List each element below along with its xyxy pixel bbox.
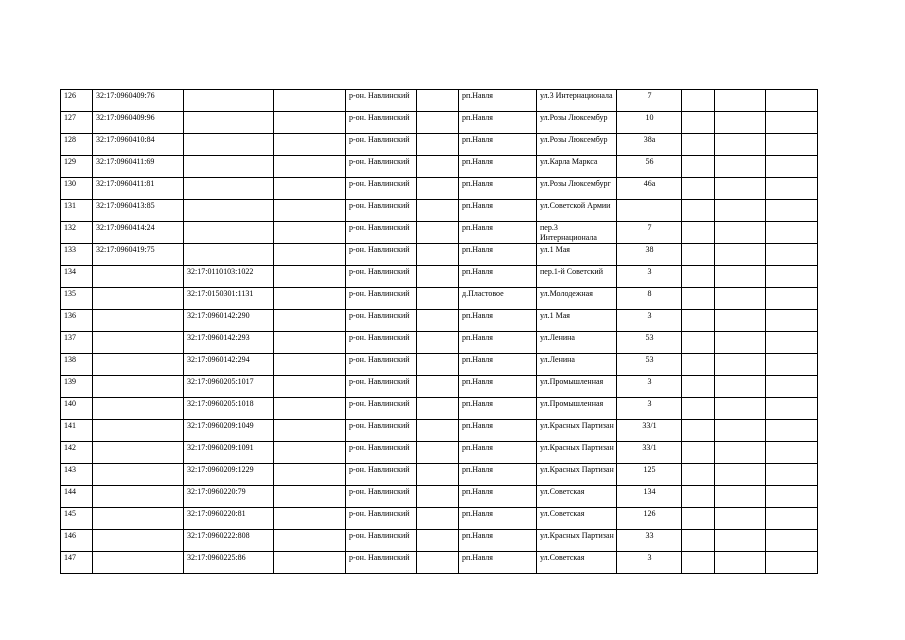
empty-cell xyxy=(682,156,715,178)
table-row xyxy=(61,112,818,134)
street-cell: ул.Розы Люксембур xyxy=(537,112,617,134)
empty-cell xyxy=(766,310,818,332)
empty-cell xyxy=(417,156,459,178)
table-row xyxy=(61,442,818,464)
cadastral-number-alt-cell: 32:17:0960142:294 xyxy=(184,354,274,376)
cadastral-number-cell: 32:17:0960409:76 xyxy=(93,90,184,112)
empty-cell xyxy=(274,310,346,332)
house-number-cell: 56 xyxy=(617,156,682,178)
empty-cell xyxy=(766,200,818,222)
empty-cell xyxy=(766,134,818,156)
table-row xyxy=(61,90,818,112)
empty-cell xyxy=(417,530,459,552)
empty-cell xyxy=(715,442,766,464)
settlement-cell: рп.Навля xyxy=(459,90,537,112)
district-cell: р-он. Навлинский xyxy=(346,178,417,200)
table-body xyxy=(61,90,818,574)
table-row xyxy=(61,156,818,178)
table-row xyxy=(61,354,818,376)
settlement-cell: рп.Навля xyxy=(459,530,537,552)
cadastral-number-cell: 32:17:0960409:96 xyxy=(93,112,184,134)
table-row xyxy=(61,530,818,552)
empty-cell xyxy=(766,332,818,354)
register-table xyxy=(60,89,818,574)
street-cell: ул.Промышленная xyxy=(537,376,617,398)
empty-cell xyxy=(715,266,766,288)
empty-cell xyxy=(715,530,766,552)
empty-cell xyxy=(682,464,715,486)
street-cell: ул.Красных Партизан xyxy=(537,464,617,486)
empty-cell xyxy=(715,420,766,442)
row-number-cell: 130 xyxy=(61,178,93,200)
empty-cell xyxy=(274,420,346,442)
house-number-cell: 3 xyxy=(617,552,682,574)
cadastral-number-alt-cell xyxy=(184,222,274,244)
row-number-cell: 145 xyxy=(61,508,93,530)
empty-cell xyxy=(417,354,459,376)
cadastral-number-cell: 32:17:0960411:69 xyxy=(93,156,184,178)
empty-cell xyxy=(417,178,459,200)
district-cell: р-он. Навлинский xyxy=(346,464,417,486)
empty-cell xyxy=(682,112,715,134)
house-number-cell: 33/1 xyxy=(617,420,682,442)
settlement-cell: рп.Навля xyxy=(459,376,537,398)
empty-cell xyxy=(682,552,715,574)
empty-cell xyxy=(766,530,818,552)
house-number-cell: 38 xyxy=(617,244,682,266)
row-number-cell: 142 xyxy=(61,442,93,464)
empty-cell xyxy=(715,354,766,376)
row-number-cell: 138 xyxy=(61,354,93,376)
table-row xyxy=(61,486,818,508)
district-cell: р-он. Навлинский xyxy=(346,200,417,222)
cadastral-number-alt-cell: 32:17:0960209:1229 xyxy=(184,464,274,486)
table-row xyxy=(61,398,818,420)
settlement-cell: рп.Навля xyxy=(459,464,537,486)
street-cell: ул.Красных Партизан xyxy=(537,530,617,552)
cadastral-number-cell xyxy=(93,310,184,332)
empty-cell xyxy=(766,464,818,486)
row-number-cell: 143 xyxy=(61,464,93,486)
table-row xyxy=(61,508,818,530)
cadastral-number-alt-cell xyxy=(184,134,274,156)
district-cell: р-он. Навлинский xyxy=(346,552,417,574)
empty-cell xyxy=(417,266,459,288)
empty-cell xyxy=(274,90,346,112)
empty-cell xyxy=(715,90,766,112)
cadastral-number-cell: 32:17:0960419:75 xyxy=(93,244,184,266)
row-number-cell: 129 xyxy=(61,156,93,178)
district-cell: р-он. Навлинский xyxy=(346,310,417,332)
row-number-cell: 141 xyxy=(61,420,93,442)
empty-cell xyxy=(682,398,715,420)
cadastral-number-alt-cell xyxy=(184,156,274,178)
district-cell: р-он. Навлинский xyxy=(346,90,417,112)
settlement-cell: рп.Навля xyxy=(459,200,537,222)
settlement-cell: рп.Навля xyxy=(459,112,537,134)
empty-cell xyxy=(682,508,715,530)
empty-cell xyxy=(274,156,346,178)
empty-cell xyxy=(274,354,346,376)
cadastral-number-alt-cell xyxy=(184,90,274,112)
empty-cell xyxy=(274,288,346,310)
settlement-cell: рп.Навля xyxy=(459,244,537,266)
empty-cell xyxy=(715,332,766,354)
empty-cell xyxy=(274,112,346,134)
empty-cell xyxy=(682,200,715,222)
cadastral-number-cell xyxy=(93,332,184,354)
empty-cell xyxy=(715,508,766,530)
cadastral-number-alt-cell xyxy=(184,178,274,200)
house-number-cell: 53 xyxy=(617,332,682,354)
cadastral-number-cell xyxy=(93,398,184,420)
house-number-cell: 38а xyxy=(617,134,682,156)
table-row xyxy=(61,178,818,200)
empty-cell xyxy=(766,288,818,310)
empty-cell xyxy=(417,90,459,112)
empty-cell xyxy=(715,244,766,266)
empty-cell xyxy=(715,288,766,310)
cadastral-number-alt-cell: 32:17:0960209:1049 xyxy=(184,420,274,442)
cadastral-number-alt-cell: 32:17:0960220:79 xyxy=(184,486,274,508)
house-number-cell: 46а xyxy=(617,178,682,200)
street-cell: ул.Молодежная xyxy=(537,288,617,310)
settlement-cell: рп.Навля xyxy=(459,442,537,464)
street-cell: ул.Советской Армии xyxy=(537,200,617,222)
street-cell: ул.1 Мая xyxy=(537,310,617,332)
empty-cell xyxy=(682,332,715,354)
table-row xyxy=(61,134,818,156)
empty-cell xyxy=(766,266,818,288)
row-number-cell: 128 xyxy=(61,134,93,156)
cadastral-number-alt-cell: 32:17:0150301:1131 xyxy=(184,288,274,310)
empty-cell xyxy=(766,222,818,244)
street-cell: ул.1 Мая xyxy=(537,244,617,266)
street-cell: ул.Промышленная xyxy=(537,398,617,420)
cadastral-number-alt-cell: 32:17:0960225:86 xyxy=(184,552,274,574)
row-number-cell: 131 xyxy=(61,200,93,222)
cadastral-number-cell: 32:17:0960414:24 xyxy=(93,222,184,244)
street-cell: ул.3 Интернационала xyxy=(537,90,617,112)
street-cell: ул.Красных Партизан xyxy=(537,420,617,442)
empty-cell xyxy=(715,178,766,200)
district-cell: р-он. Навлинский xyxy=(346,508,417,530)
settlement-cell: рп.Навля xyxy=(459,222,537,244)
house-number-cell: 134 xyxy=(617,486,682,508)
empty-cell xyxy=(417,310,459,332)
empty-cell xyxy=(417,332,459,354)
table-row xyxy=(61,266,818,288)
street-cell: ул.Советская xyxy=(537,552,617,574)
empty-cell xyxy=(417,464,459,486)
cadastral-number-cell xyxy=(93,508,184,530)
cadastral-number-cell xyxy=(93,552,184,574)
district-cell: р-он. Навлинский xyxy=(346,112,417,134)
empty-cell xyxy=(715,222,766,244)
empty-cell xyxy=(766,486,818,508)
row-number-cell: 136 xyxy=(61,310,93,332)
empty-cell xyxy=(766,420,818,442)
street-cell: ул.Советская xyxy=(537,486,617,508)
empty-cell xyxy=(274,332,346,354)
empty-cell xyxy=(682,90,715,112)
empty-cell xyxy=(715,200,766,222)
district-cell: р-он. Навлинский xyxy=(346,376,417,398)
settlement-cell: рп.Навля xyxy=(459,156,537,178)
street-cell: ул.Красных Партизан xyxy=(537,442,617,464)
settlement-cell: рп.Навля xyxy=(459,134,537,156)
empty-cell xyxy=(715,310,766,332)
empty-cell xyxy=(274,552,346,574)
empty-cell xyxy=(417,222,459,244)
cadastral-number-alt-cell: 32:17:0960205:1018 xyxy=(184,398,274,420)
empty-cell xyxy=(715,134,766,156)
house-number-cell: 33/1 xyxy=(617,442,682,464)
empty-cell xyxy=(417,442,459,464)
empty-cell xyxy=(682,486,715,508)
empty-cell xyxy=(715,464,766,486)
house-number-cell: 126 xyxy=(617,508,682,530)
table-row xyxy=(61,310,818,332)
cadastral-number-cell xyxy=(93,486,184,508)
row-number-cell: 146 xyxy=(61,530,93,552)
row-number-cell: 139 xyxy=(61,376,93,398)
cadastral-number-alt-cell: 32:17:0960205:1017 xyxy=(184,376,274,398)
house-number-cell: 33 xyxy=(617,530,682,552)
cadastral-number-cell xyxy=(93,420,184,442)
empty-cell xyxy=(715,156,766,178)
settlement-cell: рп.Навля xyxy=(459,398,537,420)
house-number-cell: 7 xyxy=(617,90,682,112)
empty-cell xyxy=(766,508,818,530)
table-row xyxy=(61,200,818,222)
cadastral-number-alt-cell: 32:17:0110103:1022 xyxy=(184,266,274,288)
settlement-cell: рп.Навля xyxy=(459,508,537,530)
empty-cell xyxy=(682,420,715,442)
house-number-cell: 7 xyxy=(617,222,682,244)
settlement-cell: рп.Навля xyxy=(459,178,537,200)
cadastral-number-cell xyxy=(93,376,184,398)
cadastral-number-cell xyxy=(93,464,184,486)
empty-cell xyxy=(417,508,459,530)
house-number-cell: 8 xyxy=(617,288,682,310)
street-cell: ул.Карла Маркса xyxy=(537,156,617,178)
district-cell: р-он. Навлинский xyxy=(346,134,417,156)
cadastral-number-cell xyxy=(93,266,184,288)
row-number-cell: 137 xyxy=(61,332,93,354)
cadastral-number-alt-cell xyxy=(184,112,274,134)
house-number-cell: 3 xyxy=(617,376,682,398)
cadastral-number-cell xyxy=(93,442,184,464)
cadastral-number-cell: 32:17:0960410:84 xyxy=(93,134,184,156)
district-cell: р-он. Навлинский xyxy=(346,332,417,354)
empty-cell xyxy=(715,398,766,420)
empty-cell xyxy=(274,134,346,156)
street-cell: ул.Розы Люксембург xyxy=(537,178,617,200)
district-cell: р-он. Навлинский xyxy=(346,266,417,288)
house-number-cell: 3 xyxy=(617,310,682,332)
empty-cell xyxy=(682,376,715,398)
empty-cell xyxy=(715,486,766,508)
empty-cell xyxy=(417,200,459,222)
empty-cell xyxy=(682,310,715,332)
row-number-cell: 134 xyxy=(61,266,93,288)
empty-cell xyxy=(766,354,818,376)
cadastral-number-alt-cell: 32:17:0960142:293 xyxy=(184,332,274,354)
empty-cell xyxy=(417,112,459,134)
empty-cell xyxy=(274,442,346,464)
empty-cell xyxy=(682,222,715,244)
empty-cell xyxy=(274,376,346,398)
empty-cell xyxy=(682,442,715,464)
district-cell: р-он. Навлинский xyxy=(346,244,417,266)
empty-cell xyxy=(682,354,715,376)
cadastral-number-alt-cell: 32:17:0960220:81 xyxy=(184,508,274,530)
row-number-cell: 127 xyxy=(61,112,93,134)
empty-cell xyxy=(274,222,346,244)
table-row xyxy=(61,222,818,244)
empty-cell xyxy=(274,200,346,222)
empty-cell xyxy=(274,398,346,420)
empty-cell xyxy=(766,112,818,134)
row-number-cell: 132 xyxy=(61,222,93,244)
empty-cell xyxy=(417,486,459,508)
district-cell: р-он. Навлинский xyxy=(346,222,417,244)
district-cell: р-он. Навлинский xyxy=(346,530,417,552)
empty-cell xyxy=(715,112,766,134)
empty-cell xyxy=(274,530,346,552)
empty-cell xyxy=(274,508,346,530)
table-row xyxy=(61,552,818,574)
house-number-cell: 3 xyxy=(617,266,682,288)
cadastral-number-alt-cell: 32:17:0960222:808 xyxy=(184,530,274,552)
empty-cell xyxy=(274,486,346,508)
table-row xyxy=(61,464,818,486)
empty-cell xyxy=(274,266,346,288)
cadastral-number-cell xyxy=(93,354,184,376)
empty-cell xyxy=(417,288,459,310)
empty-cell xyxy=(766,178,818,200)
empty-cell xyxy=(766,398,818,420)
empty-cell xyxy=(682,178,715,200)
empty-cell xyxy=(682,134,715,156)
street-cell: ул.Розы Люксембур xyxy=(537,134,617,156)
row-number-cell: 126 xyxy=(61,90,93,112)
empty-cell xyxy=(766,244,818,266)
empty-cell xyxy=(715,376,766,398)
empty-cell xyxy=(766,442,818,464)
table-row xyxy=(61,376,818,398)
row-number-cell: 135 xyxy=(61,288,93,310)
empty-cell xyxy=(682,266,715,288)
house-number-cell: 53 xyxy=(617,354,682,376)
settlement-cell: рп.Навля xyxy=(459,420,537,442)
empty-cell xyxy=(274,244,346,266)
settlement-cell: рп.Навля xyxy=(459,486,537,508)
settlement-cell: рп.Навля xyxy=(459,310,537,332)
district-cell: р-он. Навлинский xyxy=(346,354,417,376)
street-cell: ул.Ленина xyxy=(537,332,617,354)
cadastral-number-alt-cell xyxy=(184,200,274,222)
empty-cell xyxy=(417,398,459,420)
cadastral-number-cell: 32:17:0960413:85 xyxy=(93,200,184,222)
table-row xyxy=(61,420,818,442)
empty-cell xyxy=(417,376,459,398)
empty-cell xyxy=(766,90,818,112)
empty-cell xyxy=(766,552,818,574)
cadastral-number-alt-cell: 32:17:0960209:1091 xyxy=(184,442,274,464)
empty-cell xyxy=(715,552,766,574)
row-number-cell: 140 xyxy=(61,398,93,420)
cadastral-number-cell xyxy=(93,288,184,310)
row-number-cell: 144 xyxy=(61,486,93,508)
empty-cell xyxy=(417,552,459,574)
district-cell: р-он. Навлинский xyxy=(346,156,417,178)
cadastral-number-cell xyxy=(93,530,184,552)
empty-cell xyxy=(682,530,715,552)
street-cell: ул.Ленина xyxy=(537,354,617,376)
district-cell: р-он. Навлинский xyxy=(346,420,417,442)
district-cell: р-он. Навлинский xyxy=(346,442,417,464)
settlement-cell: рп.Навля xyxy=(459,354,537,376)
cadastral-number-cell: 32:17:0960411:81 xyxy=(93,178,184,200)
empty-cell xyxy=(417,134,459,156)
settlement-cell: рп.Навля xyxy=(459,552,537,574)
district-cell: р-он. Навлинский xyxy=(346,398,417,420)
empty-cell xyxy=(766,376,818,398)
street-cell: пер.1-й Советский xyxy=(537,266,617,288)
row-number-cell: 133 xyxy=(61,244,93,266)
settlement-cell: рп.Навля xyxy=(459,266,537,288)
house-number-cell: 10 xyxy=(617,112,682,134)
table-row xyxy=(61,244,818,266)
house-number-cell xyxy=(617,200,682,222)
empty-cell xyxy=(682,244,715,266)
empty-cell xyxy=(682,288,715,310)
cadastral-number-alt-cell xyxy=(184,244,274,266)
settlement-cell: рп.Навля xyxy=(459,332,537,354)
street-cell: пер.3 Интернационала xyxy=(537,222,617,244)
table-row xyxy=(61,332,818,354)
house-number-cell: 125 xyxy=(617,464,682,486)
empty-cell xyxy=(274,178,346,200)
street-cell: ул.Советская xyxy=(537,508,617,530)
settlement-cell: д.Пластовое xyxy=(459,288,537,310)
house-number-cell: 3 xyxy=(617,398,682,420)
district-cell: р-он. Навлинский xyxy=(346,486,417,508)
row-number-cell: 147 xyxy=(61,552,93,574)
empty-cell xyxy=(417,244,459,266)
empty-cell xyxy=(766,156,818,178)
district-cell: р-он. Навлинский xyxy=(346,288,417,310)
empty-cell xyxy=(417,420,459,442)
empty-cell xyxy=(274,464,346,486)
table-row xyxy=(61,288,818,310)
cadastral-number-alt-cell: 32:17:0960142:290 xyxy=(184,310,274,332)
